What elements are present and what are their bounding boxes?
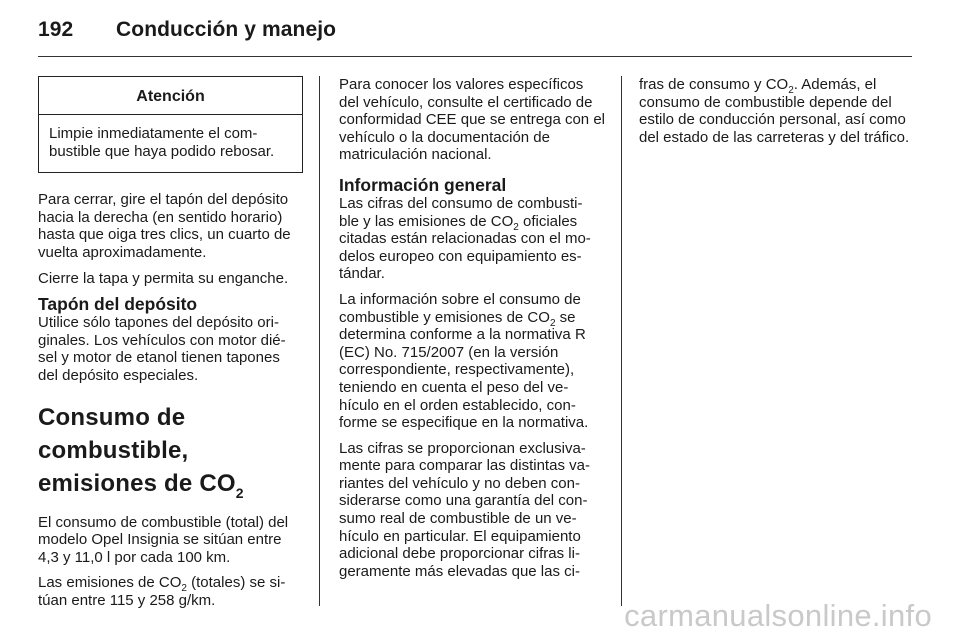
attention-box: [38, 76, 303, 173]
paragraph-regulation: [339, 291, 605, 432]
regulation-text-b: se determina conforme a la normativa R (EC) No. 715/2007 (en la versión correspondiente, respectivamente), teniendo en cuenta el peso del ve- hículo en el orden establecido, con- forme se especifique en la normativa.: [339, 308, 589, 432]
driving-subscript: 2: [788, 85, 794, 96]
paragraph-consumption-range: El consumo de combustible (total) del modelo Opel Insignia se sitúan entre 4,3 y 11,0 l por cada 100 km.: [38, 513, 289, 566]
heading-consumption-line2: emisiones de CO: [38, 469, 236, 497]
paragraph-fuel-cap: Utilice sólo tapones del depósito ori- ginales. Los vehículos con motor dié- sel y motor de etanol tienen tapones del depósito especiales.: [38, 314, 286, 384]
attention-text: Limpie inmediatamente el com- bustible que haya podido rebosar.: [49, 125, 275, 160]
driving-text-b: . Además, el consumo de combustible depende del estilo de conducción personal, así como del estado de las carreteras y del tráfico.: [639, 76, 910, 146]
column-1: [38, 76, 303, 618]
official-text-a: Las cifras del consumo de combusti- ble y las emisiones de CO: [339, 194, 583, 230]
emissions-subscript: 2: [181, 583, 187, 595]
paragraph-official-figures: [339, 195, 605, 283]
paragraph-close-cap: Para cerrar, gire el tapón del depósito hacia la derecha (en sentido horario) hasta que oiga tres clics, un cuarto de vuelta aproximadamente.: [38, 191, 291, 261]
column-divider-1: [319, 76, 320, 606]
page-header: [38, 18, 336, 42]
emissions-text-b: (totales) se si- túan entre 115 y 258 g/km.: [38, 574, 286, 609]
emissions-text-a: Las emisiones de CO: [38, 574, 182, 592]
regulation-text-a: La información sobre el consumo de combustible y emisiones de CO: [339, 290, 581, 326]
official-subscript: 2: [513, 221, 519, 233]
paragraph-specific-values: Para conocer los valores específicos del vehículo, consulte el certificado de conformidad CEE que se entrega con el vehículo o la documentación de matriculación nacional.: [339, 76, 605, 164]
official-text-b: oficiales citadas están relacionadas con el mo- delos europeo con equipamiento es- tándar.: [339, 212, 591, 283]
page-number: 192: [38, 18, 74, 41]
heading-subscript: 2: [235, 484, 244, 501]
watermark: carmanualsonline.info: [624, 598, 932, 633]
heading-consumption: [38, 401, 303, 500]
column-2: [339, 76, 605, 588]
column-3: [639, 76, 911, 154]
paragraph-close-flap: Cierre la tapa y permita su enganche.: [38, 269, 289, 287]
paragraph-driving-style: [639, 76, 911, 146]
heading-general-info: Información general: [339, 174, 507, 195]
paragraph-comparison: Las cifras se proporcionan exclusiva- mente para comparar las distintas va- riantes del vehículo y no deben con- siderarse como una garantía del con- sumo real de combustible de un ve- hículo en particular. El equipamiento adicional debe proporcionar cifras li- geramente más elevadas que las ci-: [339, 439, 590, 580]
attention-title: Atención: [39, 77, 302, 115]
heading-consumption-line1: Consumo de combustible,: [38, 403, 189, 464]
driving-text-a: fras de consumo y CO: [639, 76, 789, 93]
paragraph-emissions-range: [38, 574, 303, 609]
header-rule: [38, 56, 912, 57]
heading-fuel-cap: Tapón del depósito: [38, 294, 198, 315]
regulation-subscript: 2: [549, 317, 556, 329]
section-title: Conducción y manejo: [116, 18, 337, 41]
column-divider-2: [621, 76, 622, 606]
